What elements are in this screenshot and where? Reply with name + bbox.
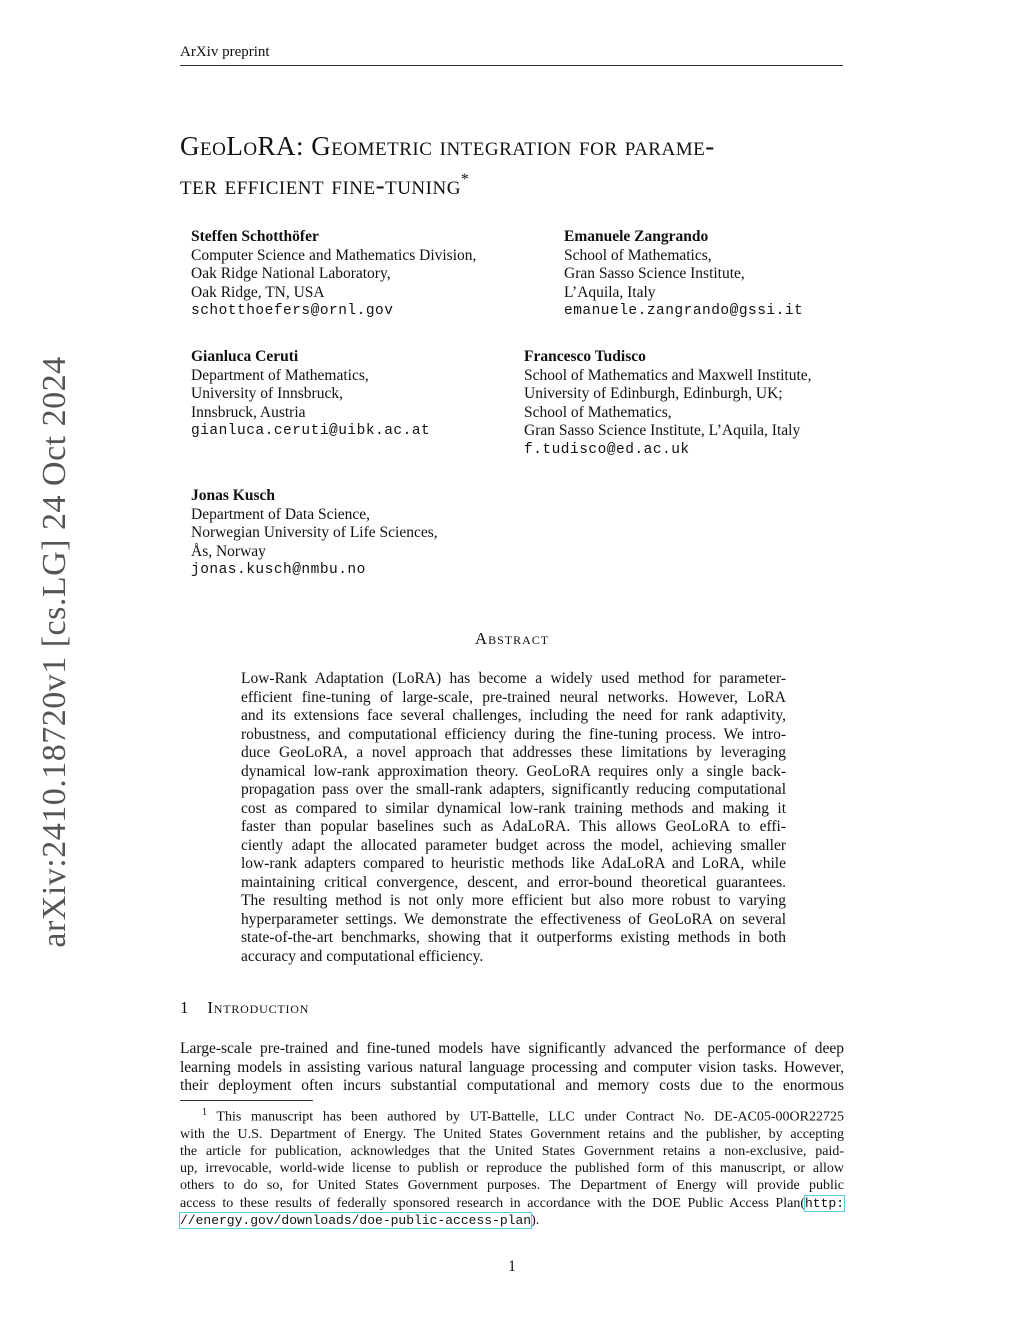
affiliation-line: Gran Sasso Science Institute, L’Aquila, Italy — [524, 422, 801, 439]
author-email[interactable]: emanuele.zangrando@gssi.it — [564, 303, 804, 319]
author-email[interactable]: jonas.kusch@nmbu.no — [191, 562, 366, 578]
body-line: learning models in assisting various natural language processing and computer vision tasks. However, — [180, 1058, 844, 1076]
section-heading — [180, 998, 309, 1018]
footnote-line: up, irrevocable, world-wide license to publish or reproduce the published form of this manuscript, or allow — [180, 1161, 844, 1177]
doe-plan-link[interactable]: http: — [804, 1195, 844, 1211]
affiliation-line: Innsbruck, Austria — [191, 403, 306, 421]
abstract-line: duce GeoLoRA, a novel approach that addresses these limitations by leveraging — [241, 744, 786, 761]
affiliation-line: School of Mathematics, — [524, 403, 672, 421]
title-line-1: GeoLoRA: Geometric integration for parame- — [180, 131, 715, 161]
affiliation-line: University of Edinburgh, Edinburgh, UK; — [524, 385, 783, 402]
author-block — [191, 487, 438, 580]
abstract-line: cost as compared to similar dynamical low-rank training methods and making it — [241, 799, 786, 817]
page-number: 1 — [508, 1258, 516, 1275]
paper-title — [180, 130, 860, 202]
footnote-line: //energy.gov/downloads/doe-public-access-plan). — [180, 1212, 540, 1228]
affiliation-line: Gran Sasso Science Institute, — [564, 265, 745, 282]
section-title: Introduction — [207, 998, 310, 1017]
footnote-line: with the U.S. Department of Energy. The United States Government retains and the publisher, by accepting — [180, 1126, 844, 1142]
abstract-body — [241, 670, 786, 966]
affiliation-line: Department of Data Science, — [191, 505, 371, 523]
footnote-mark: 1 — [202, 1107, 207, 1118]
author-name: Francesco Tudisco — [524, 348, 646, 365]
affiliation-line: L’Aquila, Italy — [564, 283, 656, 301]
footnote-line: $^1$ This manuscript has been authored by UT-Battelle, LLC under Contract No. DE-AC05-00OR22725 — [202, 1107, 845, 1125]
footnote-line: others to do so, for United States Government purposes. The Department of Energy will provide public — [180, 1178, 844, 1194]
abstract-line: Low-Rank Adaptation (LoRA) has become a widely used method for parameter- — [241, 670, 786, 687]
introduction-text — [180, 1040, 844, 1096]
abstract-line: efficient fine-tuning of large-scale, pre-trained neural networks. However, LoRA — [241, 688, 786, 706]
running-header: ArXiv preprint — [180, 44, 270, 60]
footnote-line: access to these results of federally sponsored research in accordance with the DOE Public Access Plan(http: — [180, 1195, 844, 1211]
body-line: their deployment often incurs substantial computational and memory costs due to the enormous — [180, 1077, 844, 1094]
title-footnote-mark: * — [460, 171, 470, 188]
title-line-2: ter efficient fine-tuning* — [180, 170, 470, 200]
affiliation-line: Department of Mathematics, — [191, 366, 369, 384]
arxiv-identifier: arXiv:2410.18720v1 [cs.LG] 24 Oct 2024 — [36, 356, 73, 948]
affiliation-line: University of Innsbruck, — [191, 385, 343, 402]
abstract-line: accuracy and computational efficiency. — [241, 947, 484, 965]
author-block — [191, 348, 430, 441]
abstract-line: maintaining critical convergence, descent, and error-bound theoretical guarantees. — [241, 873, 786, 891]
affiliation-line: Computer Science and Mathematics Division, — [191, 246, 477, 264]
author-email[interactable]: f.tudisco@ed.ac.uk — [524, 441, 690, 458]
author-name: Emanuele Zangrando — [564, 228, 709, 245]
author-block — [191, 228, 476, 321]
author-name: Jonas Kusch — [191, 487, 275, 504]
abstract-line: and its extensions face several challenges, including the need for rank adaptivity, — [241, 707, 786, 724]
footnote — [180, 1104, 844, 1229]
author-email[interactable]: schotthoefers@ornl.gov — [191, 303, 394, 319]
doe-plan-link[interactable]: //energy.gov/downloads/doe-public-access-plan — [180, 1212, 532, 1228]
affiliation-line: School of Mathematics, — [564, 246, 712, 264]
abstract-line: dynamical low-rank approximation theory. GeoLoRA requires only a single back- — [241, 762, 786, 780]
author-email[interactable]: gianluca.ceruti@uibk.ac.at — [191, 423, 431, 439]
footnote-rule — [180, 1100, 313, 1101]
abstract-line: The resulting method is not only more efficient but also more robust to varying — [241, 892, 786, 909]
abstract-line: robustness, and computational efficiency during the fine-tuning process. We intro- — [241, 725, 786, 743]
abstract-heading: Abstract — [474, 629, 550, 648]
affiliation-line: Ås, Norway — [191, 542, 266, 560]
abstract-line: propagation pass over the small-rank adapters, significantly reducing computational — [241, 781, 786, 798]
abstract-line: faster than popular baselines such as AdaLoRA. This allows GeoLoRA to effi- — [241, 818, 786, 835]
affiliation-line: Norwegian University of Life Sciences, — [191, 524, 438, 541]
header-rule — [180, 65, 843, 66]
affiliation-line: Oak Ridge National Laboratory, — [191, 265, 391, 282]
body-line: Large-scale pre-trained and fine-tuned models have significantly advanced the performance of deep — [180, 1040, 844, 1057]
footnote-line: the article for publication, acknowledges that the United States Government retains a non-exclusive, paid- — [180, 1144, 844, 1160]
abstract-line: ciently adapt the allocated parameter budget across the model, achieving smaller — [241, 836, 786, 854]
author-block — [524, 348, 812, 459]
affiliation-line: School of Mathematics and Maxwell Institute, — [524, 366, 812, 384]
section-number: 1 — [180, 998, 190, 1017]
affiliation-line: Oak Ridge, TN, USA — [191, 283, 325, 301]
abstract-line: hyperparameter settings. We demonstrate the effectiveness of GeoLoRA on several — [241, 910, 786, 928]
abstract-line: state-of-the-art benchmarks, showing that it outperforms existing methods in both — [241, 929, 786, 946]
author-block — [564, 228, 803, 321]
abstract-line: low-rank adapters compared to heuristic methods like AdaLoRA and LoRA, while — [241, 855, 786, 872]
author-name: Gianluca Ceruti — [191, 348, 299, 365]
author-name: Steffen Schotthöfer — [191, 228, 319, 245]
